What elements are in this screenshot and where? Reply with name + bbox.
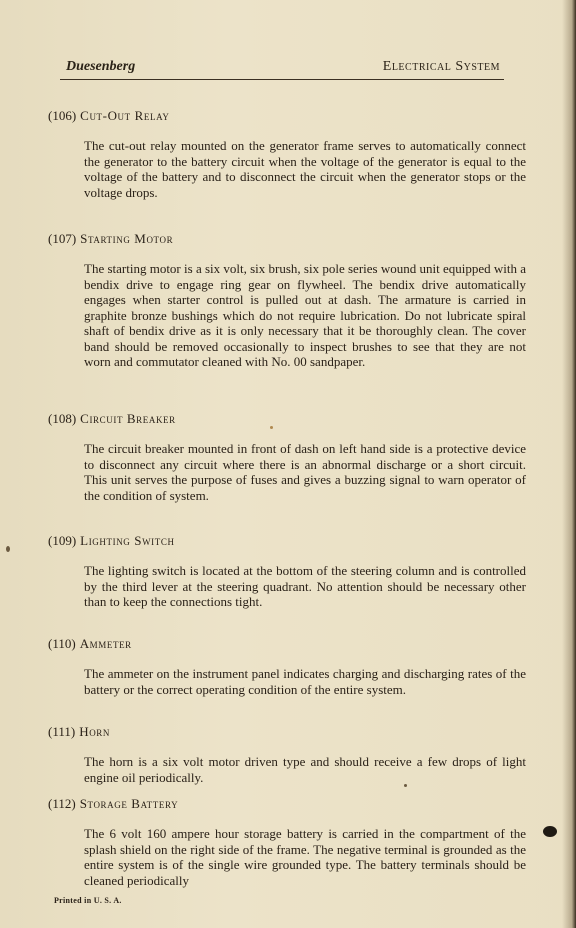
section-number: (106)	[48, 108, 77, 123]
section-body: The circuit breaker mounted in front of dash on left hand side is a protective device to disconnect any circuit where there is an abnormal discharge or a short circuit. This unit serves the purpose of fuses and gives a buzzing signal to warn operator of the condition of system.	[84, 441, 526, 503]
page-header	[60, 57, 504, 81]
section-horn	[48, 724, 526, 785]
section-title: Ammeter	[79, 636, 132, 651]
section-heading	[48, 411, 526, 427]
section-body: The ammeter on the instrument panel indicates charging and discharging rates of the battery or the correct operating condition of the entire system.	[84, 666, 526, 697]
header-rule	[60, 79, 504, 80]
section-ammeter	[48, 636, 526, 697]
section-starting-motor	[48, 231, 526, 370]
section-lighting-switch	[48, 533, 526, 610]
section-heading	[48, 108, 526, 124]
section-heading	[48, 231, 526, 247]
ink-blot	[543, 826, 557, 837]
section-number: (109)	[48, 533, 77, 548]
section-title: Lighting Switch	[80, 533, 175, 548]
section-title: Storage Battery	[79, 796, 179, 811]
section-number: (110)	[48, 636, 76, 651]
paper-speck	[404, 784, 407, 787]
section-body: The horn is a six volt motor driven type and should receive a few drops of light engine oil periodically.	[84, 754, 526, 785]
section-number: (107)	[48, 231, 77, 246]
paper-speck	[270, 426, 273, 429]
header-chapter: Electrical System	[382, 59, 500, 74]
section-title: Starting Motor	[80, 231, 174, 246]
section-heading	[48, 724, 526, 740]
section-storage-battery	[48, 796, 526, 888]
section-heading	[48, 636, 526, 652]
section-number: (111)	[48, 724, 76, 739]
section-heading	[48, 796, 526, 812]
section-body: The starting motor is a six volt, six brush, six pole series wound unit equipped with a bendix drive to engage ring gear on flywheel. The bendix drive automatically engages when starter control is pulled out at dash. The armature is carried in graphite bronze bushings which do not require lubrication. Do not lubricate spiral shaft of bendix drive as it is only necessary that it be thoroughly clean. The cover band should be removed occasionally to inspect brushes to see that they are not worn and commutator cleaned with No. 00 sandpaper.	[84, 261, 526, 369]
section-body: The cut-out relay mounted on the generator frame serves to automatically connect the generator to the battery circuit when the voltage of the generator is equal to the voltage of the battery and to disconnect the circuit when the generator stops or the voltage drops.	[84, 138, 526, 200]
section-title: Circuit Breaker	[80, 411, 176, 426]
header-brand: Duesenberg	[66, 59, 136, 74]
section-body: The 6 volt 160 ampere hour storage battery is carried in the compartment of the splash shield on the right side of the frame. The negative terminal is grounded as the entire system is of the single wire grounded type. The battery terminals should be cleaned periodically	[84, 826, 526, 888]
page-spine-shadow	[562, 0, 576, 928]
section-title: Cut-Out Relay	[80, 108, 170, 123]
section-circuit-breaker	[48, 411, 526, 503]
section-number: (112)	[48, 796, 76, 811]
section-cut-out-relay	[48, 108, 526, 200]
section-title: Horn	[79, 724, 110, 739]
section-number: (108)	[48, 411, 77, 426]
section-heading	[48, 533, 526, 549]
paper-speck	[6, 546, 10, 552]
section-body: The lighting switch is located at the bottom of the steering column and is controlled by the third lever at the steering quadrant. No attention should be necessary other than to keep the connections tight.	[84, 563, 526, 609]
footer-printed-in: Printed in U. S. A.	[54, 896, 122, 905]
